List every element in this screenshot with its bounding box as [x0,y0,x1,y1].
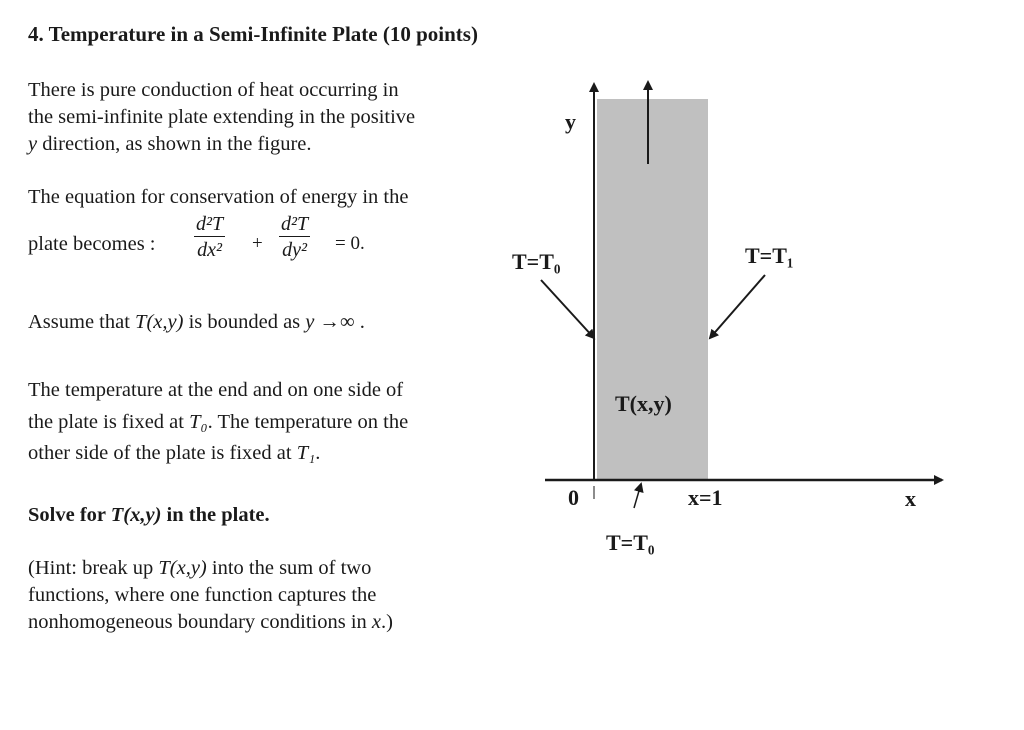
bottom-bc-label: T=T₀ [606,530,655,555]
left-bc-label: T=T₀ [512,249,561,274]
assumption-line: Assume that T(x,y) is bounded as y →∞ . [28,311,365,333]
left-bc-arrow-icon [541,280,594,338]
problem-title: 4. Temperature in a Semi-Infinite Plate (10 points) [28,22,478,46]
fraction-numerator: d²T [196,213,224,235]
fraction-denominator: dx² [194,236,225,262]
x1-label: x=1 [688,485,723,510]
equation-lead: The equation for conservation of energy in the [28,186,409,208]
solve-instruction: Solve for T(x,y) in the plate. [28,504,270,526]
intro-line-2: the semi-infinite plate extending in the positive [28,106,416,128]
plate-label: T(x,y) [615,391,672,416]
bc-line-2: the plate is fixed at T₀. The temperature on the [28,410,409,433]
intro-line-1: There is pure conduction of heat occurring in [28,79,399,101]
right-bc-arrow-icon [710,275,765,338]
fraction-numerator: d²T [281,213,309,235]
hint-line-3: nonhomogeneous boundary conditions in x.) [28,611,393,633]
y-axis-label: y [565,109,576,134]
plate-region [597,99,708,480]
x-axis-label: x [905,486,916,511]
bottom-bc-arrow-icon [634,484,641,508]
intro-line-3: y direction, as shown in the figure. [28,133,312,155]
hint-line-2: functions, where one function captures the [28,584,377,606]
bc-line-1: The temperature at the end and on one side of [28,379,404,401]
plus-sign: + [252,233,263,254]
right-bc-label: T=T₁ [745,243,794,268]
equals-zero: = 0. [335,233,365,254]
origin-label: 0 [568,485,579,510]
bc-line-3: other side of the plate is fixed at T₁. [28,442,321,464]
fraction-denominator: dy² [279,236,310,262]
equation-lead-2: plate becomes : [28,233,156,255]
hint-line-1: (Hint: break up T(x,y) into the sum of two [28,557,372,579]
